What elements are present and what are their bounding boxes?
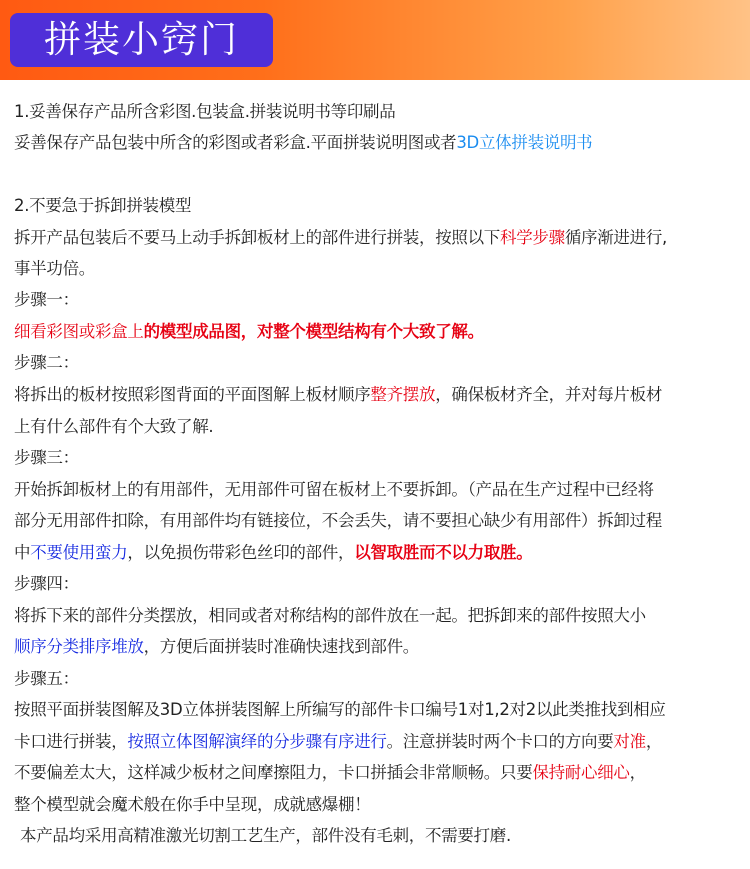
step4-text-a: 将拆下来的部件分类摆放，相同或者对称结构的部件放在一起。把拆卸来的部件按照大小 xyxy=(14,606,646,625)
step2-text-b: ，确保板材齐全，并对每片板材 xyxy=(435,385,663,404)
step5-highlight-red-a: 对准 xyxy=(613,732,646,751)
section1-body xyxy=(14,132,592,154)
step5-text-c1: 不要偏差太大，这样减少板材之间摩擦阻力，卡口拼插会非常顺畅。只要 xyxy=(14,763,533,782)
step2-highlight: 整齐摆放 xyxy=(370,385,436,404)
step5-label: 步骤五： xyxy=(14,669,79,688)
footer-note: 本产品均采用高精准激光切割工艺生产，部件没有毛刺，不需要打磨. xyxy=(20,826,511,845)
header-banner xyxy=(0,0,750,80)
step1-text xyxy=(14,321,484,343)
step3-highlight-red: 以智取胜而不以力取胜。 xyxy=(354,543,533,562)
section2-intro-highlight: 科学步骤 xyxy=(500,228,565,247)
step5-text-c xyxy=(14,762,646,784)
step1-highlight-b: 的模型成品图，对整个模型结构有个大致了解。 xyxy=(143,322,484,341)
section2-heading: 2.不要急于拆卸拼装模型 xyxy=(14,196,192,215)
step5-text-b3: ， xyxy=(645,732,663,751)
step3-highlight-blue: 不要使用蛮力 xyxy=(30,543,128,562)
step5-highlight-red-b: 保持耐心细心 xyxy=(532,763,630,782)
section2-intro-text: 拆开产品包装后不要马上动手拆卸板材上的部件进行拼装，按照以下 xyxy=(14,228,501,247)
page-title: 拼装小窍门 xyxy=(10,13,273,67)
step2-text xyxy=(14,384,662,406)
step3-text-b: 部分无用部件扣除，有用部件均有链接位，不会丢失，请不要担心缺少有用部件）拆卸过程 xyxy=(14,511,663,530)
step1-highlight-a: 细看彩图或彩盒上 xyxy=(14,322,144,341)
step1-label: 步骤一： xyxy=(14,290,79,309)
section1-body-highlight: 3D立体拼装说明书 xyxy=(456,133,593,152)
section1-body-text: 妥善保存产品包装中所含的彩图或者彩盒.平面拼装说明图或者 xyxy=(14,133,457,152)
step5-highlight-blue: 按照立体图解演绎的分步骤有序进行 xyxy=(127,732,387,751)
step5-text-b xyxy=(14,731,662,753)
section2-intro-cont: 事半功倍。 xyxy=(14,259,96,278)
step5-text-b2: 。注意拼装时两个卡口的方向要 xyxy=(386,732,614,751)
section2-intro-text-end: 循序渐进进行, xyxy=(564,228,667,247)
step3-text-c1: 中 xyxy=(14,543,31,562)
step3-text-c xyxy=(14,542,532,564)
step4-label: 步骤四： xyxy=(14,574,79,593)
step5-text-a: 按照平面拼装图解及3D立体拼装图解上所编写的部件卡口编号1对1,2对2以此类推找到相应 xyxy=(14,700,666,719)
step2-text-a: 将拆出的板材按照彩图背面的平面图解上板材顺序 xyxy=(14,385,371,404)
section2-intro xyxy=(14,227,667,249)
step4-highlight: 顺序分类排序堆放 xyxy=(14,637,144,656)
step5-text-c2: ， xyxy=(629,763,646,782)
step3-text-c2: ，以免损伤带彩色丝印的部件， xyxy=(127,543,355,562)
step4-text-b1: ，方便后面拼装时准确快速找到部件。 xyxy=(143,637,420,656)
step4-text-b xyxy=(14,636,419,658)
step3-label: 步骤三： xyxy=(14,448,79,467)
step5-text-d: 整个模型就会魔术般在你手中呈现，成就感爆棚！ xyxy=(14,795,371,814)
step2-text-cont: 上有什么部件有个大致了解. xyxy=(14,417,214,436)
step5-text-b1: 卡口进行拼装， xyxy=(14,732,128,751)
step3-text-a: 开始拆卸板材上的有用部件，无用部件可留在板材上不要拆卸。（产品在生产过程中已经将 xyxy=(14,480,654,499)
section1-heading: 1.妥善保存产品所含彩图.包装盒.拼装说明书等印刷品 xyxy=(14,102,396,121)
step2-label: 步骤二： xyxy=(14,353,79,372)
